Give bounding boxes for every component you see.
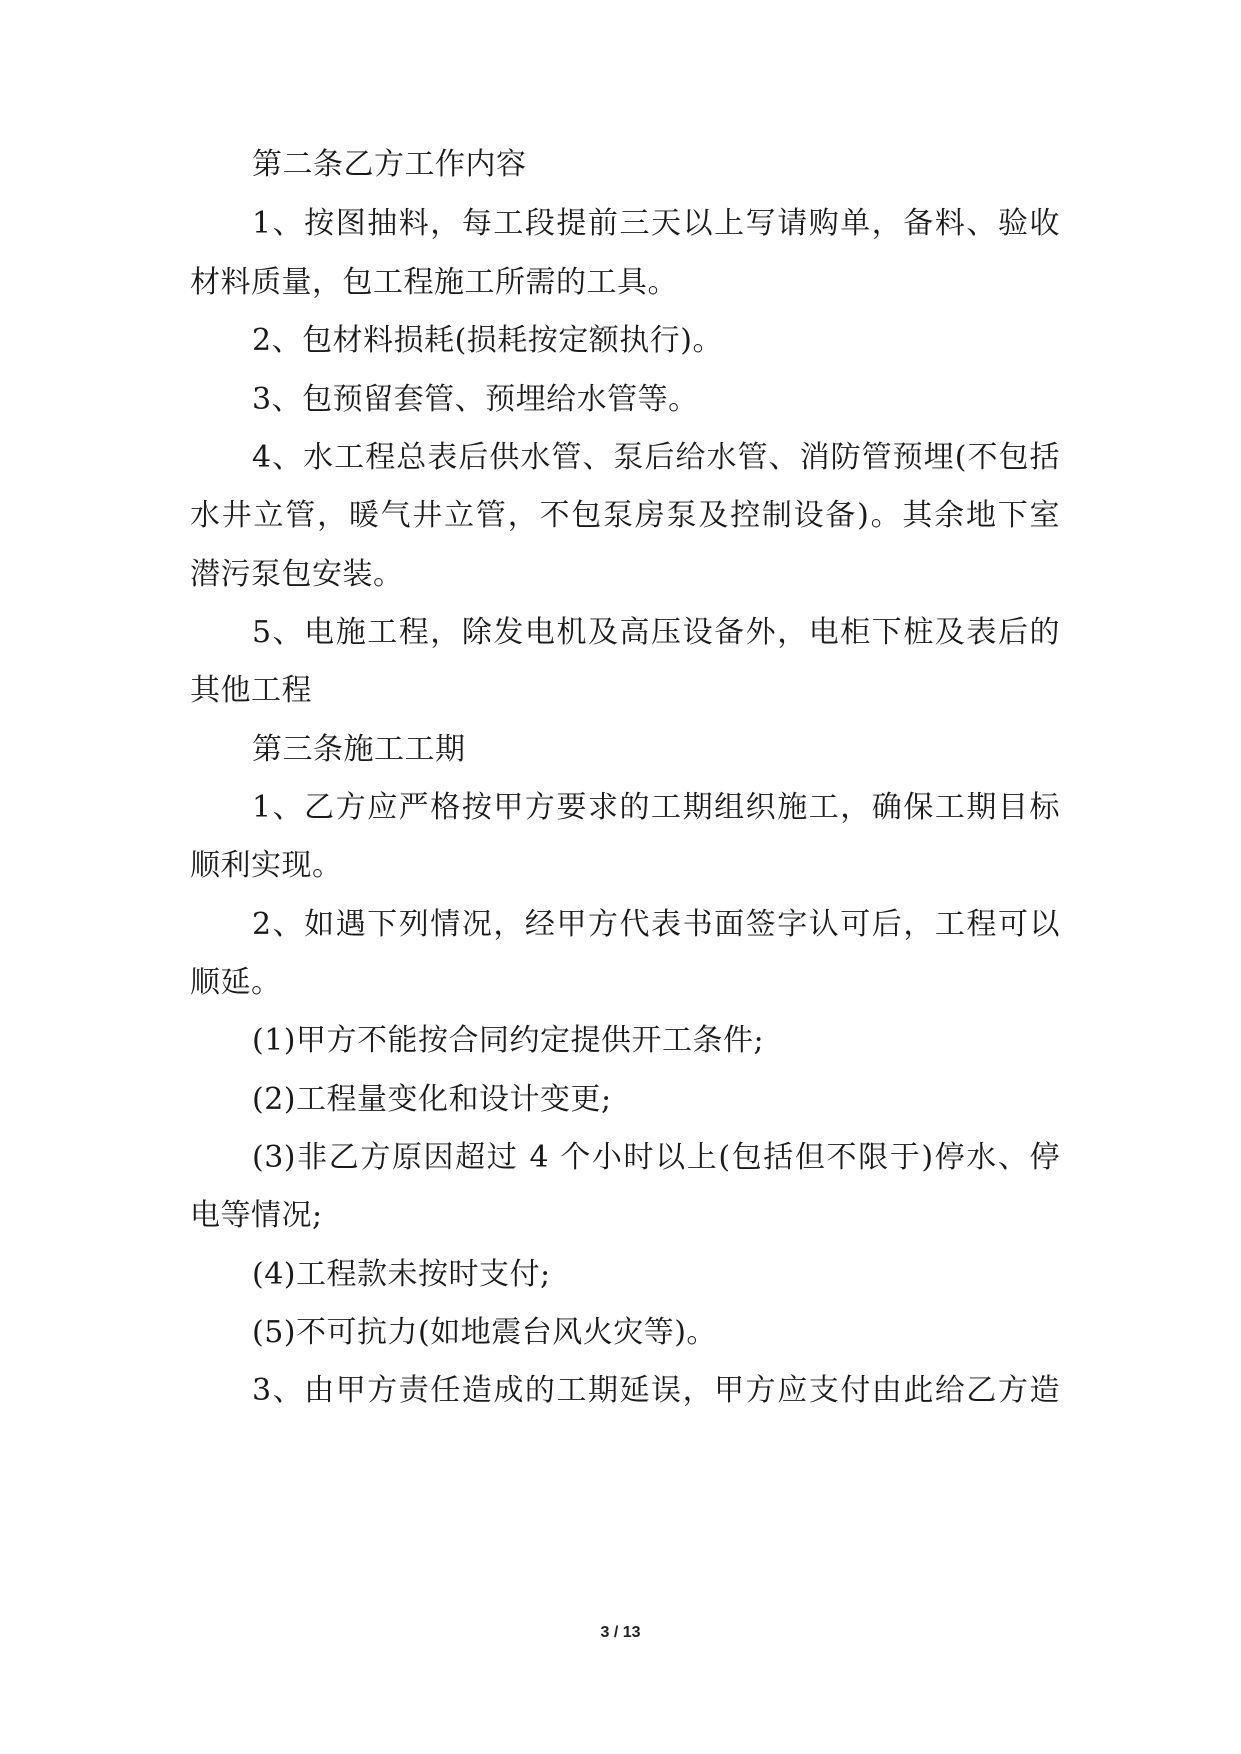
paragraph-line: 材料质量，包工程施工所需的工具。 (190, 265, 678, 300)
list-item: (4)工程款未按时支付; (252, 1257, 551, 1292)
paragraph-line: 5、电施工程，除发电机及高压设备外，电柜下桩及表后的 (252, 615, 1060, 650)
paragraph-line: 4、水工程总表后供水管、泵后给水管、消防管预埋(不包括 (252, 440, 1060, 475)
list-item: (1)甲方不能按合同约定提供开工条件; (252, 1023, 765, 1058)
paragraph-line: 3、由甲方责任造成的工期延误，甲方应支付由此给乙方造 (252, 1373, 1060, 1408)
paragraph-line: 1、乙方应严格按甲方要求的工期组织施工，确保工期目标 (252, 790, 1060, 825)
list-item: (2)工程量变化和设计变更; (252, 1082, 612, 1117)
list-item: (5)不可抗力(如地震台风火灾等)。 (252, 1315, 717, 1350)
paragraph-line: 3、包预留套管、预埋给水管等。 (252, 382, 699, 417)
list-item-continuation: 电等情况; (190, 1198, 323, 1233)
paragraph-line: 顺利实现。 (190, 848, 343, 883)
paragraph-line: 2、如遇下列情况，经甲方代表书面签字认可后，工程可以 (252, 907, 1060, 942)
section-heading-3: 第三条施工工期 (252, 732, 466, 767)
paragraph-line: 其他工程 (190, 673, 312, 708)
paragraph-line: 水井立管，暖气井立管，不包泵房泵及控制设备)。其余地下室 (190, 498, 1060, 533)
paragraph-line: 1、按图抽料，每工段提前三天以上写请购单，备料、验收 (252, 206, 1060, 241)
section-heading-2: 第二条乙方工作内容 (252, 147, 527, 182)
list-item: (3)非乙方原因超过 4 个小时以上(包括但不限于)停水、停 (252, 1140, 1060, 1175)
paragraph-line: 顺延。 (190, 965, 282, 1000)
paragraph-line: 潜污泵包安装。 (190, 557, 404, 592)
paragraph-line: 2、包材料损耗(损耗按定额执行)。 (252, 323, 723, 358)
page-number: 3 / 13 (600, 1624, 641, 1641)
